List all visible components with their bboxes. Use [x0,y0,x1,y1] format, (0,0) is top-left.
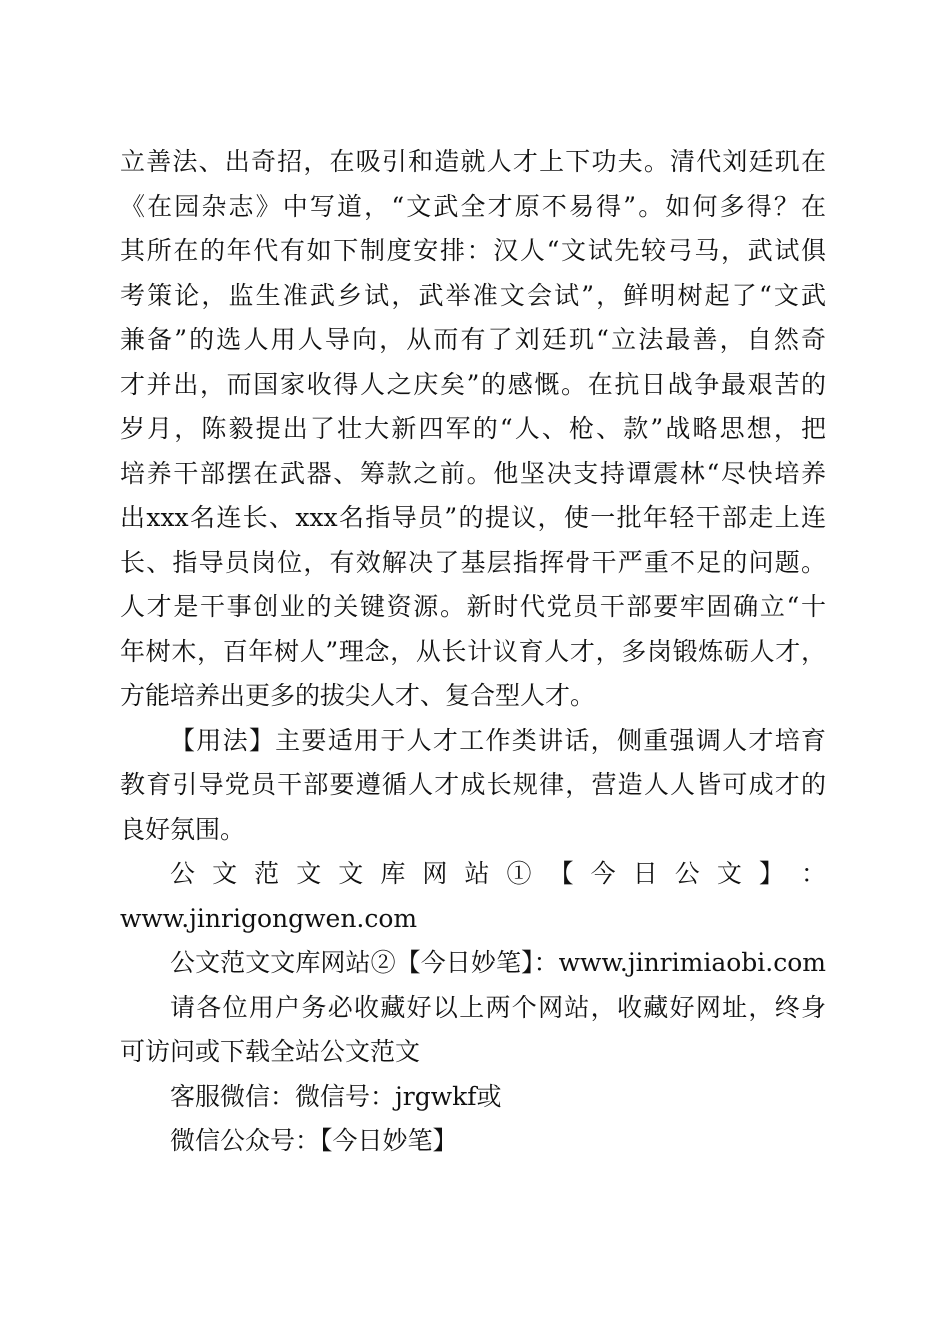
text-line: 年树木，百年树人”理念，从长计议育人才，多岗锻炼砺人才， [120,636,826,666]
text-line: 方能培养出更多的拔尖人才、复合型人才。 [120,681,596,710]
text-line: 出xxx名连长、xxx名指导员”的提议，使一批年轻干部走上连 [120,503,826,532]
text-line: 培养干部摆在武器、筹款之前。他坚决支持谭震林“尽快培养 [120,458,826,488]
text-line: 考策论，监生准武乡试，武举准文会试”，鲜明树起了“文武 [120,280,826,310]
text-line: 长、指导员岗位，有效解决了基层指挥骨干严重不足的问题。 [120,547,826,577]
text-line: 良好氛围。 [120,814,246,844]
site2-line: 公文范文文库网站②【今日妙笔】：www.jinrimiaobi.com [170,948,826,977]
text-line: 岁月，陈毅提出了壮大新四军的“人、枪、款”战略思想，把 [120,414,826,443]
text-line: 【用法】主要适用于人才工作类讲话，侧重强调人才培育 [170,725,826,755]
footer-notice [120,852,826,1164]
text-line: 《在园杂志》中写道，“文武全才原不易得”。如何多得？在 [120,191,826,221]
site1-label: 公 文 范 文 文 库 网 站 ① 【 今 日 公 文 】 ： [170,859,826,888]
paragraph-history [120,140,826,719]
notice-line: 请各位用户务必收藏好以上两个网站，收藏好网址，终身 [170,992,826,1022]
text-line: 才并出，而国家收得人之庆矣”的感慨。在抗日战争最艰苦的 [120,369,826,399]
text-line: 兼备”的选人用人导向，从而有了刘廷玑“立法最善，自然奇 [120,325,826,354]
document-body [120,140,826,1164]
wechat-line: 客服微信：微信号：jrgwkf或 [170,1081,502,1111]
text-line: 其所在的年代有如下制度安排：汉人“文试先较弓马，武试俱 [120,236,826,265]
notice-line: 可访问或下载全站公文范文 [120,1037,421,1066]
text-line: 教育引导党员干部要遵循人才成长规律，营造人人皆可成才的 [120,770,826,799]
site1-url: www.jinrigongwen.com [120,903,418,933]
text-line: 立善法、出奇招，在吸引和造就人才上下功夫。清代刘廷玑在 [120,147,826,176]
text-line: 人才是干事创业的关键资源。新时代党员干部要牢固确立“十 [120,592,826,621]
paragraph-usage [120,719,826,853]
official-account-line: 微信公众号：【今日妙笔】 [170,1126,458,1155]
